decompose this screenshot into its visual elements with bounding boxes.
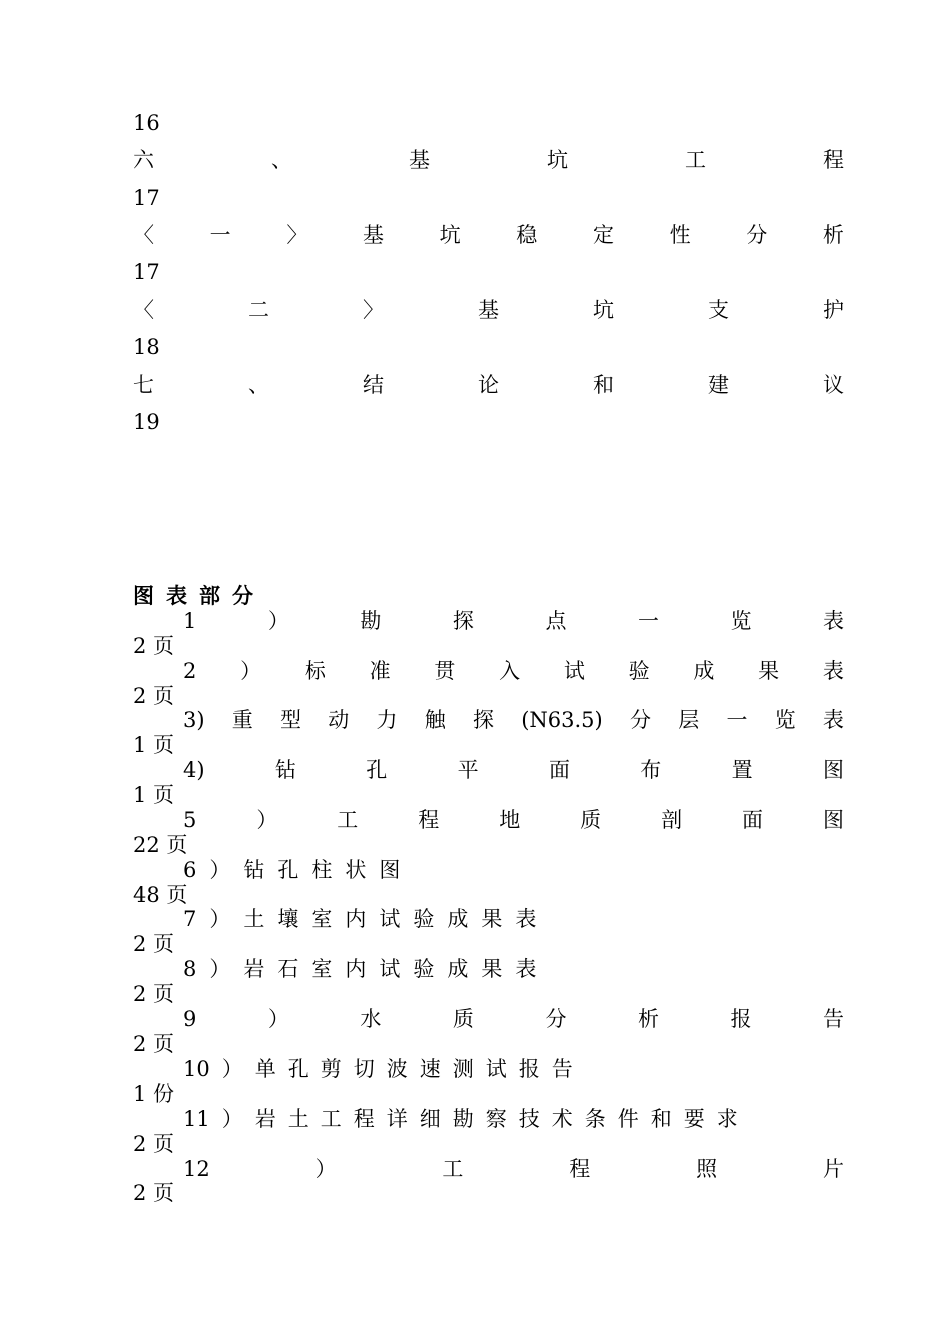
figure-entry [183, 707, 844, 733]
entry-token: 定 [592, 223, 614, 247]
entry-char: ） [209, 858, 231, 882]
entry-char: 成 [447, 957, 469, 981]
entry-token: 七 [133, 373, 154, 397]
entry-token: 孔 [366, 758, 388, 782]
entry-token: ） [267, 609, 289, 633]
entry-char: ） [209, 907, 231, 931]
entry-token: 重 [231, 708, 253, 732]
toc-page-number: 16 [133, 111, 160, 135]
entry-token: 图 [823, 808, 844, 832]
entry-char: 验 [413, 907, 435, 931]
entry-char: 柱 [311, 858, 333, 882]
entry-token: 层 [678, 708, 700, 732]
entry-token: 、 [248, 373, 269, 397]
figure-page-count: 22 页 [133, 833, 188, 857]
entry-token: 钻 [274, 758, 296, 782]
entry-char: 图 [133, 583, 154, 608]
figure-entry [183, 757, 844, 783]
entry-token: 和 [593, 373, 614, 397]
entry-token: 标 [304, 659, 326, 683]
entry-char: 室 [311, 957, 333, 981]
entry-char: 察 [485, 1107, 507, 1131]
entry-token: ） [267, 1007, 289, 1031]
entry-char: 壤 [277, 907, 299, 931]
toc-entry [133, 147, 844, 173]
entry-token: 探 [472, 708, 494, 732]
entry-token: 论 [478, 373, 499, 397]
entry-char: 石 [277, 957, 299, 981]
entry-token: 程 [418, 808, 440, 832]
entry-char: ） [221, 1107, 243, 1131]
entry-char: 告 [551, 1057, 573, 1081]
entry-token: 览 [730, 609, 752, 633]
entry-token: 片 [822, 1157, 844, 1181]
entry-token: 程 [823, 148, 844, 172]
entry-char: 11 [183, 1107, 210, 1131]
entry-token: 3) [183, 708, 205, 732]
entry-char: 程 [353, 1107, 375, 1131]
entry-char: 内 [345, 907, 367, 931]
entry-token: 力 [376, 708, 398, 732]
entry-token: 程 [569, 1157, 591, 1181]
entry-char: 6 [183, 858, 197, 882]
entry-char: 状 [345, 858, 367, 882]
figure-entry [183, 857, 400, 883]
entry-token: ） [240, 659, 262, 683]
entry-char: 土 [243, 907, 265, 931]
entry-token: 坑 [593, 298, 614, 322]
section-heading [133, 583, 253, 609]
figure-page-count: 2 页 [133, 932, 175, 956]
entry-char: 表 [166, 583, 187, 608]
entry-token: 报 [730, 1007, 752, 1031]
entry-char: 内 [345, 957, 367, 981]
toc-entry [133, 222, 844, 248]
entry-char: 果 [481, 957, 503, 981]
entry-token: 坑 [547, 148, 568, 172]
entry-token: 果 [758, 659, 780, 683]
entry-token: 坑 [439, 223, 461, 247]
entry-token: 触 [424, 708, 446, 732]
entry-char: 室 [311, 907, 333, 931]
toc-page-number: 17 [133, 186, 160, 210]
entry-token: 议 [823, 373, 844, 397]
entry-token: 布 [640, 758, 662, 782]
entry-char: 表 [515, 957, 537, 981]
entry-token: 〉 [286, 223, 308, 247]
entry-char: 单 [254, 1057, 276, 1081]
entry-token: 2 [183, 659, 197, 683]
entry-char: 速 [419, 1057, 441, 1081]
entry-token: 试 [563, 659, 585, 683]
toc-entry [133, 297, 844, 323]
entry-token: 表 [822, 609, 844, 633]
figure-page-count: 1 页 [133, 783, 175, 807]
entry-token: 告 [822, 1007, 844, 1031]
entry-token: 置 [731, 758, 753, 782]
figure-entry [183, 807, 844, 833]
entry-char: 10 [183, 1057, 210, 1081]
entry-token: 支 [708, 298, 729, 322]
figure-entry [183, 956, 536, 982]
entry-token: 建 [708, 373, 729, 397]
entry-token: 六 [133, 148, 154, 172]
entry-char: 技 [518, 1107, 540, 1131]
entry-token: 质 [580, 808, 602, 832]
entry-token: (N63.5) [521, 708, 603, 732]
entry-char: 试 [485, 1057, 507, 1081]
entry-token: 工 [442, 1157, 464, 1181]
entry-char: 测 [452, 1057, 474, 1081]
entry-char: 孔 [287, 1057, 309, 1081]
figure-page-count: 2 页 [133, 1032, 175, 1056]
toc-page-number: 17 [133, 260, 160, 284]
entry-token: 动 [328, 708, 350, 732]
entry-char: 工 [320, 1107, 342, 1131]
entry-token: 成 [693, 659, 715, 683]
entry-char: 7 [183, 907, 197, 931]
entry-token: 一 [637, 609, 659, 633]
entry-token: ） [315, 1157, 337, 1181]
entry-char: 成 [447, 907, 469, 931]
entry-token: 稳 [516, 223, 538, 247]
entry-char: 勘 [452, 1107, 474, 1131]
entry-char: 详 [386, 1107, 408, 1131]
entry-token: 分 [746, 223, 768, 247]
entry-char: 表 [515, 907, 537, 931]
entry-char: 图 [379, 858, 401, 882]
entry-char: 细 [419, 1107, 441, 1131]
entry-char: 钻 [243, 858, 265, 882]
entry-token: 基 [478, 298, 499, 322]
entry-token: 、 [271, 148, 292, 172]
entry-token: 平 [457, 758, 479, 782]
entry-token: 型 [280, 708, 302, 732]
toc-page-number: 18 [133, 335, 160, 359]
entry-char: 试 [379, 907, 401, 931]
entry-char: 求 [716, 1107, 738, 1131]
entry-token: 点 [545, 609, 567, 633]
entry-char: 和 [650, 1107, 672, 1131]
entry-token: 4) [183, 758, 205, 782]
figure-page-count: 2 页 [133, 1181, 175, 1205]
entry-token: 基 [409, 148, 430, 172]
entry-char: ） [209, 957, 231, 981]
toc-page-number: 19 [133, 410, 160, 434]
figure-entry [183, 906, 536, 932]
figure-page-count: 48 页 [133, 883, 188, 907]
entry-token: 探 [452, 609, 474, 633]
figure-page-count: 2 页 [133, 1132, 175, 1156]
entry-token: 一 [726, 708, 748, 732]
entry-token: 工 [685, 148, 706, 172]
entry-token: 表 [822, 659, 844, 683]
figure-page-count: 2 页 [133, 684, 175, 708]
entry-char: 切 [353, 1057, 375, 1081]
entry-token: 基 [362, 223, 384, 247]
entry-token: 入 [499, 659, 521, 683]
entry-char: 部 [199, 583, 220, 608]
entry-char: 试 [379, 957, 401, 981]
entry-char: 分 [232, 583, 253, 608]
entry-token: 验 [628, 659, 650, 683]
entry-token: 结 [363, 373, 384, 397]
figure-entry [183, 658, 844, 684]
entry-token: 剖 [661, 808, 683, 832]
entry-token: 览 [774, 708, 796, 732]
entry-token: 水 [360, 1007, 382, 1031]
entry-token: 勘 [360, 609, 382, 633]
entry-token: 性 [669, 223, 691, 247]
entry-token: 〉 [363, 298, 384, 322]
entry-token: 工 [337, 808, 359, 832]
entry-char: 岩 [254, 1107, 276, 1131]
entry-token: 〈 [133, 223, 154, 247]
figure-entry [183, 1006, 844, 1032]
entry-token: 质 [452, 1007, 474, 1031]
entry-char: 果 [481, 907, 503, 931]
entry-char: 土 [287, 1107, 309, 1131]
entry-token: 面 [742, 808, 764, 832]
entry-token: 析 [637, 1007, 659, 1031]
entry-token: 9 [183, 1007, 197, 1031]
entry-token: 准 [369, 659, 391, 683]
entry-token: 照 [696, 1157, 718, 1181]
figure-page-count: 2 页 [133, 982, 175, 1006]
entry-char: 波 [386, 1057, 408, 1081]
entry-token: 分 [545, 1007, 567, 1031]
entry-char: 件 [617, 1107, 639, 1131]
entry-char: 8 [183, 957, 197, 981]
figure-page-count: 2 页 [133, 634, 175, 658]
entry-token: 分 [629, 708, 651, 732]
figure-entry [183, 1056, 573, 1082]
entry-token: 12 [183, 1157, 210, 1181]
figure-page-count: 1 页 [133, 733, 175, 757]
entry-token: 一 [209, 223, 231, 247]
entry-char: 岩 [243, 957, 265, 981]
entry-char: 报 [518, 1057, 540, 1081]
entry-char: 验 [413, 957, 435, 981]
toc-entry [133, 372, 844, 398]
entry-token: 表 [822, 708, 844, 732]
entry-char: 术 [551, 1107, 573, 1131]
figure-page-count: 1 份 [133, 1082, 175, 1106]
entry-token: 5 [183, 808, 197, 832]
entry-char: 要 [683, 1107, 705, 1131]
figure-entry [183, 1106, 738, 1132]
entry-token: 面 [548, 758, 570, 782]
figure-entry [183, 1156, 844, 1182]
entry-token: 地 [499, 808, 521, 832]
entry-char: 剪 [320, 1057, 342, 1081]
entry-char: 条 [584, 1107, 606, 1131]
entry-token: ） [256, 808, 278, 832]
entry-token: 1 [183, 609, 197, 633]
entry-token: 二 [248, 298, 269, 322]
entry-token: 析 [822, 223, 844, 247]
entry-char: ） [221, 1057, 243, 1081]
figure-entry [183, 608, 844, 634]
entry-token: 贯 [434, 659, 456, 683]
entry-token: 〈 [133, 298, 154, 322]
entry-token: 护 [823, 298, 844, 322]
entry-char: 孔 [277, 858, 299, 882]
entry-token: 图 [822, 758, 844, 782]
